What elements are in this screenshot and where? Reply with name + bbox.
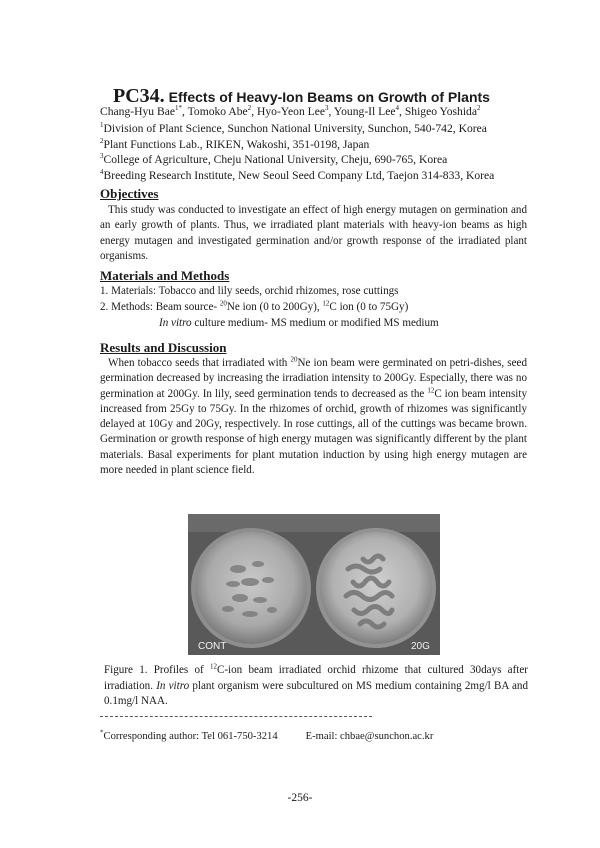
affiliation bbox=[100, 168, 494, 184]
affiliation-text: College of Agriculture, Cheju National University, Cheju, 690-765, Korea bbox=[103, 153, 448, 167]
c-sup: 12 bbox=[322, 299, 330, 308]
materials-heading: Materials and Methods bbox=[100, 268, 230, 283]
affiliation-sup: 2 bbox=[100, 136, 104, 145]
caption-sup: 12 bbox=[209, 662, 217, 671]
ne-sup: 20 bbox=[219, 299, 227, 308]
results-text-part: Ne ion beam were germinated on petri-dishes, seed germination decreased by increasing the irradiation intensity to 200Gy. Especially, there was no germination at 200Gy. In lily, seed germination tends to decreased as the bbox=[100, 357, 528, 400]
footnote-sup: * bbox=[100, 728, 104, 737]
footnote-email: E-mail: chbae@sunchon.ac.kr bbox=[305, 731, 434, 742]
author-name: Tomoko Abe bbox=[187, 105, 248, 118]
paper-code: PC34. bbox=[113, 85, 165, 107]
methods-item bbox=[100, 300, 408, 316]
results-text-part: When tobacco seeds that irradiated with bbox=[108, 357, 291, 369]
caption-text: C-ion beam irradiated orchid rhizome that cultured 30days after irradiation. bbox=[104, 664, 528, 692]
petri-dish-photo bbox=[188, 514, 440, 655]
objectives-paragraph bbox=[100, 203, 527, 264]
results-paragraph bbox=[100, 356, 527, 478]
author-sup: 1* bbox=[175, 104, 183, 113]
author-sup: 3 bbox=[325, 104, 329, 113]
caption-text: plant organism were subcultured on MS medium containing 2mg/l BA and 0.1mg/l NAA. bbox=[104, 679, 528, 708]
page-number: -256- bbox=[287, 792, 313, 804]
footnote bbox=[100, 728, 434, 742]
methods-label: 2. Methods: Beam source- bbox=[100, 301, 220, 313]
affiliation bbox=[100, 152, 494, 168]
affiliation bbox=[100, 121, 494, 137]
results-heading: Results and Discussion bbox=[100, 340, 227, 355]
culture-text: culture medium- MS medium or modified MS medium bbox=[191, 317, 439, 329]
results-sup: 20 bbox=[290, 355, 298, 364]
ne-text: Ne ion (0 to 200Gy), bbox=[226, 301, 323, 313]
caption-italic: In vitro bbox=[156, 679, 190, 692]
author-sup: 4 bbox=[395, 104, 400, 113]
author-name: Shigeo Yoshida bbox=[404, 105, 477, 118]
affiliation-list bbox=[100, 121, 494, 183]
affiliation-text: Division of Plant Science, Sunchon National University, Sunchon, 540-742, Korea bbox=[103, 122, 487, 135]
affiliation bbox=[100, 137, 494, 153]
author-list: Chang-Hyu Bae$^{1*}$, Tomoko Abe$^2$, Hyo-Yeon Lee$^3$, Young-Il Lee$^4$, Shigeo Yoshida$^2$ bbox=[100, 104, 481, 118]
figure-photo bbox=[188, 514, 440, 655]
author-sup: 2 bbox=[477, 104, 481, 113]
affiliation-text: Breeding Research Institute, New Seoul Seed Company Ltd, Taejon 314-833, Korea bbox=[103, 168, 495, 182]
in-vitro-text: In vitro bbox=[159, 317, 192, 329]
author-name: Chang-Hyu Bae bbox=[100, 105, 176, 118]
affiliation-text: Plant Functions Lab., RIKEN, Wakoshi, 351-0198, Japan bbox=[103, 137, 370, 151]
affiliation-sup: 4 bbox=[100, 167, 104, 176]
figure-caption bbox=[104, 663, 528, 710]
footnote-tel: Corresponding author: Tel 061-750-3214 bbox=[103, 731, 278, 742]
footnote-divider bbox=[100, 716, 372, 717]
c-text: C ion (0 to 75Gy) bbox=[329, 301, 409, 313]
results-text-part: C ion beam intensity increased from 25Gy to 75Gy. In the rhizomes of orchid, growth of rhizomes was significantly delayed at 10Gy and 20Gy, respectively. In rose cuttings, all of the cuttings was became brown. Germination or growth response of high energy mutagen was significantly different by the plant materials. Basal experiments for plant mutation induction by using high energy mutagen are more needed in plant science field. bbox=[100, 387, 527, 477]
author-name: Hyo-Yeon Lee bbox=[256, 105, 326, 118]
author-sup: 2 bbox=[247, 104, 252, 113]
affiliation-sup: 1 bbox=[100, 121, 104, 130]
caption-text: Figure 1. Profiles of bbox=[104, 664, 210, 676]
objectives-text: This study was conducted to investigate an effect of high energy mutagen on germination and an early growth of plants. Thus, we irradiated plant materials with heavy-ion beams as high energy mutagen and investigated germination and/or growth response of the irradiated plant organisms. bbox=[100, 204, 527, 262]
results-text bbox=[100, 356, 527, 478]
author-name: Young-Il Lee bbox=[333, 105, 396, 118]
objectives-heading: Objectives bbox=[100, 186, 159, 201]
affiliation-sup: 3 bbox=[100, 152, 104, 161]
label-20g: 20G bbox=[411, 641, 430, 652]
label-cont: CONT bbox=[198, 641, 227, 652]
paper-title-text: Effects of Heavy-Ion Beams on Growth of Plants bbox=[168, 89, 490, 105]
culture-item bbox=[159, 316, 439, 332]
materials-item: 1. Materials: Tobacco and lily seeds, orchid rhizomes, rose cuttings bbox=[100, 285, 399, 297]
results-sup: 12 bbox=[427, 385, 435, 394]
